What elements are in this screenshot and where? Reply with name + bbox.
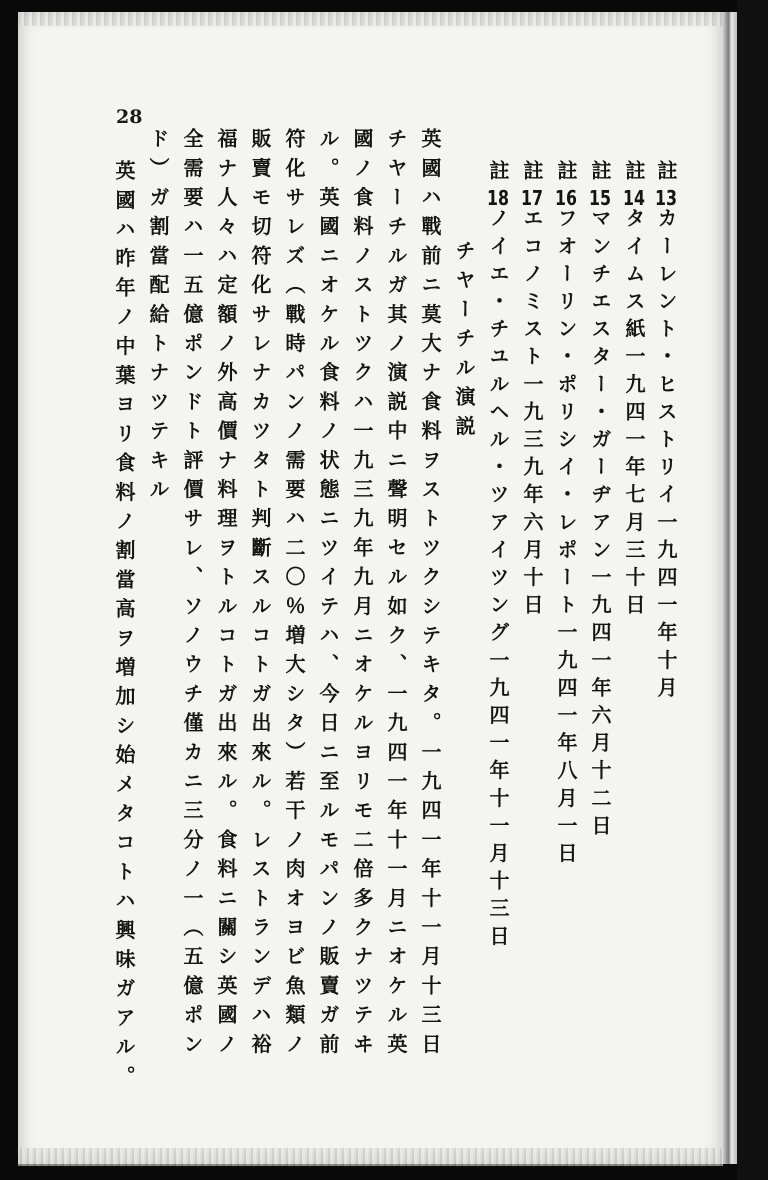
page-gutter-edge xyxy=(723,12,737,1164)
footnote-text: タイムス紙一九四一年七月三十日 xyxy=(622,207,646,622)
body-line-3: チヤーチルガ其ノ演説中ニ聲明セル如ク、一九四一年十一月ニオケル英 xyxy=(384,128,408,1063)
footnote-text: エコノミスト一九三九年六月十日 xyxy=(520,207,544,622)
footnote-number: 13 xyxy=(655,187,677,208)
footnote-label: 註 xyxy=(654,160,678,188)
footnote-number: 16 xyxy=(555,187,577,208)
body-line-11: 英國ハ昨年ノ中葉ヨリ食料ノ割當高ヲ増加シ始メタコトハ興味ガアル。 xyxy=(112,160,136,1095)
body-line-2: 英國ハ戰前ニ莫大ナ食料ヲストツクシテキタ。一九四一年十一月十三日 xyxy=(418,128,442,1063)
footnote-label: 註 xyxy=(622,160,646,188)
page-top-edge xyxy=(18,12,723,26)
footnote-number: 18 xyxy=(487,187,509,208)
body-line-1: チヤーチル演説 xyxy=(452,240,476,445)
footnote-13 xyxy=(654,160,678,704)
footnote-14 xyxy=(622,160,646,622)
footnote-18 xyxy=(486,160,510,953)
body-line-4: 國ノ食料ノストツクハ一九三九年九月ニオケルヨリモ二倍多クナツテヰ xyxy=(350,128,374,1063)
footnote-label: 註 xyxy=(588,160,612,188)
footnote-text: マンチエスター・ガーヂアン一九四一年六月十二日 xyxy=(588,207,612,843)
footnote-number: 14 xyxy=(623,187,645,208)
page-bottom-edge xyxy=(18,1148,723,1166)
body-line-7: 販賣モ切符化サレナカツタト判斷スルコトガ出來ル。レストランデハ裕 xyxy=(248,128,272,1063)
body-line-8: 福ナ人々ハ定額ノ外高價ナ料理ヲトルコトガ出來ル。食料ニ關シ英國ノ xyxy=(214,128,238,1063)
body-line-6: 符化サレズ（戰時パンノ需要ハ二〇％増大シタ）若干ノ肉オヨビ魚類ノ xyxy=(282,128,306,1063)
body-line-5: ル。英國ニオケル食料ノ状態ニツイテハ、今日ニ至ルモパンノ販賣ガ前 xyxy=(316,128,340,1063)
page-number: 28 xyxy=(116,106,143,128)
body-line-9: 全需要ハ一五億ポンドト評價サレ、ソノウチ僅カニ三分ノ一（五億ポン xyxy=(180,128,204,1063)
footnote-label: 註 xyxy=(486,160,510,188)
scan-border-right xyxy=(737,0,768,1180)
footnote-text: カーレント・ヒストリイ一九四一年十月 xyxy=(654,207,678,705)
footnote-text: フオーリン・ポリシイ・レポート一九四一年八月一日 xyxy=(554,207,578,871)
footnote-label: 註 xyxy=(554,160,578,188)
footnote-text: ノイエ・チユルヘル・ツアイツング一九四一年十一月十三日 xyxy=(486,207,510,953)
footnote-number: 17 xyxy=(521,187,543,208)
footnote-17 xyxy=(520,160,544,622)
footnote-16 xyxy=(554,160,578,870)
body-line-10: ド）ガ割當配給トナツテキル xyxy=(146,128,170,508)
footnote-number: 15 xyxy=(589,187,611,208)
footnote-15 xyxy=(588,160,612,842)
footnote-label: 註 xyxy=(520,160,544,188)
